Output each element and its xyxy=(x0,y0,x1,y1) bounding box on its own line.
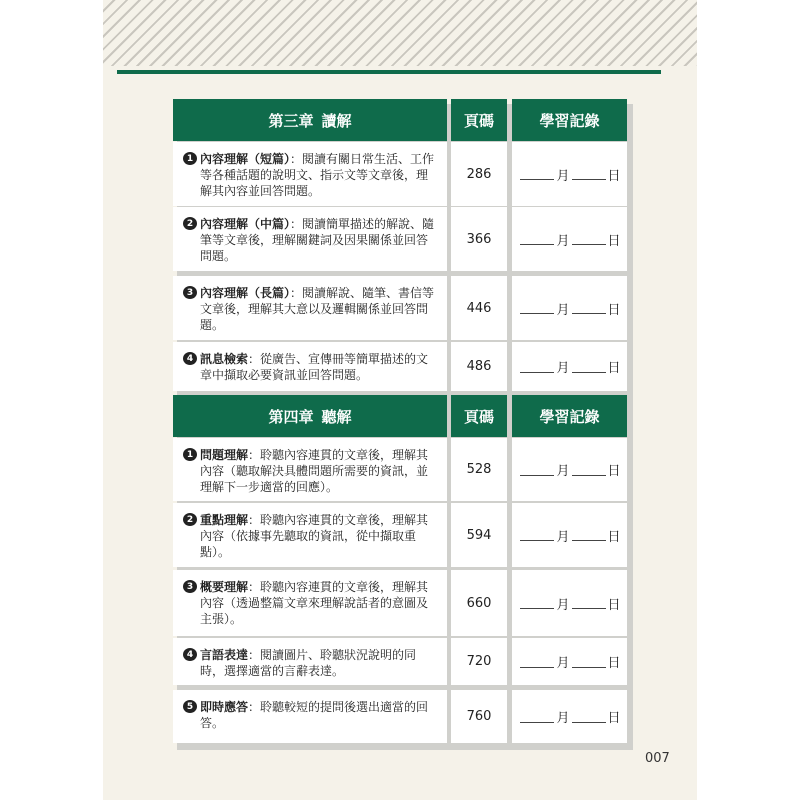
row-study-record[interactable] xyxy=(512,142,627,206)
item-number-badge: 1 xyxy=(183,448,197,461)
row-desc: 閱讀簡單描述的解說、隨筆等文章後，理解關鍵詞及因果關係並回答問題。 xyxy=(200,217,435,263)
row-title: 內容理解（中篇） xyxy=(200,217,291,231)
row-title: 訊息檢索 xyxy=(200,352,249,366)
month-blank[interactable] xyxy=(520,233,554,245)
item-number-badge: 1 xyxy=(183,152,197,165)
chapter-header-title xyxy=(173,395,447,437)
row-separator: ： xyxy=(290,217,303,231)
day-label: 日 xyxy=(607,529,621,545)
row-description xyxy=(173,342,447,391)
row-text xyxy=(200,579,437,636)
row-desc: 從廣告、宣傳冊等簡單描述的文章中擷取必要資訊並回答問題。 xyxy=(200,352,429,382)
row-text xyxy=(200,647,437,685)
month-blank[interactable] xyxy=(520,464,554,476)
hatched-header-band xyxy=(103,0,697,66)
day-blank[interactable] xyxy=(572,711,606,723)
day-blank[interactable] xyxy=(572,233,606,245)
row-page-number: 366 xyxy=(451,207,507,271)
row-study-record[interactable] xyxy=(512,690,627,743)
day-label: 日 xyxy=(607,656,621,671)
row-separator: ： xyxy=(248,580,261,594)
item-number-badge: 4 xyxy=(183,648,197,661)
row-title: 即時應答 xyxy=(200,700,249,714)
month-label: 月 xyxy=(556,656,570,671)
row-separator: ： xyxy=(248,513,261,527)
day-label: 日 xyxy=(607,597,621,613)
month-label: 月 xyxy=(556,302,570,318)
item-number-badge: 2 xyxy=(183,513,197,526)
row-description xyxy=(173,690,447,743)
day-blank[interactable] xyxy=(572,168,606,180)
row-separator: ： xyxy=(290,286,303,300)
row-page-number: 594 xyxy=(451,503,507,567)
row-description xyxy=(173,276,447,340)
item-number-badge: 5 xyxy=(183,700,197,713)
row-description xyxy=(173,503,447,567)
column-header-record: 學習記錄 xyxy=(512,99,627,141)
row-study-record[interactable] xyxy=(512,438,627,501)
month-label: 月 xyxy=(556,597,570,613)
day-blank[interactable] xyxy=(572,529,606,541)
chapter-name: 讀解 xyxy=(321,111,352,130)
row-title: 內容理解（長篇） xyxy=(200,286,291,300)
page-number: 007 xyxy=(645,751,670,766)
month-blank[interactable] xyxy=(520,168,554,180)
month-blank[interactable] xyxy=(520,711,554,723)
item-number-badge: 4 xyxy=(183,352,197,365)
row-text xyxy=(200,447,437,501)
row-page-number: 486 xyxy=(451,342,507,391)
row-description xyxy=(173,638,447,685)
month-blank[interactable] xyxy=(520,302,554,314)
month-blank[interactable] xyxy=(520,656,554,668)
row-text xyxy=(200,512,437,567)
row-title: 重點理解 xyxy=(200,513,249,527)
item-number-badge: 2 xyxy=(183,217,197,230)
day-blank[interactable] xyxy=(572,656,606,668)
item-number-badge: 3 xyxy=(183,286,197,299)
row-title: 問題理解 xyxy=(200,448,249,462)
row-desc: 閱讀解說、隨筆、書信等文章後，理解其大意以及邏輯關係並回答問題。 xyxy=(200,286,435,332)
row-title: 內容理解（短篇） xyxy=(200,152,291,166)
month-blank[interactable] xyxy=(520,361,554,373)
row-study-record[interactable] xyxy=(512,342,627,391)
header-rule xyxy=(117,70,661,74)
month-blank[interactable] xyxy=(520,597,554,609)
month-label: 月 xyxy=(556,529,570,545)
chapter-number: 第四章 xyxy=(268,407,314,426)
row-desc: 閱讀圖片、聆聽狀況說明的同時，選擇適當的言辭表達。 xyxy=(200,648,417,678)
day-label: 日 xyxy=(607,711,621,726)
row-description xyxy=(173,207,447,271)
item-number-badge: 3 xyxy=(183,580,197,593)
row-title: 概要理解 xyxy=(200,580,249,594)
month-blank[interactable] xyxy=(520,529,554,541)
column-header-page: 頁碼 xyxy=(451,99,507,141)
row-study-record[interactable] xyxy=(512,276,627,340)
chapter-header-title xyxy=(173,99,447,141)
row-separator: ： xyxy=(290,152,303,166)
day-label: 日 xyxy=(607,168,621,184)
month-label: 月 xyxy=(556,711,570,726)
row-title: 言語表達 xyxy=(200,648,249,662)
row-separator: ： xyxy=(248,352,261,366)
row-text xyxy=(200,351,437,391)
row-page-number: 286 xyxy=(451,142,507,206)
chapter-name: 聽解 xyxy=(321,407,352,426)
day-blank[interactable] xyxy=(572,464,606,476)
column-header-page: 頁碼 xyxy=(451,395,507,437)
row-page-number: 660 xyxy=(451,570,507,636)
row-study-record[interactable] xyxy=(512,503,627,567)
row-page-number: 760 xyxy=(451,690,507,743)
day-blank[interactable] xyxy=(572,597,606,609)
row-desc: 聆聽內容連貫的文章後，理解其內容（聽取解決具體問題所需要的資訊，並理解下一步適當的回應）。 xyxy=(200,448,429,494)
row-page-number: 720 xyxy=(451,638,507,685)
month-label: 月 xyxy=(556,233,570,249)
row-desc: 聆聽內容連貫的文章後，理解其內容（透過整篇文章來理解說話者的意圖及主張）。 xyxy=(200,580,429,626)
day-label: 日 xyxy=(607,361,621,376)
month-label: 月 xyxy=(556,168,570,184)
day-blank[interactable] xyxy=(572,361,606,373)
row-study-record[interactable] xyxy=(512,638,627,685)
row-separator: ： xyxy=(248,700,261,714)
day-blank[interactable] xyxy=(572,302,606,314)
row-desc: 聆聽內容連貫的文章後，理解其內容（依據事先聽取的資訊，從中擷取重點）。 xyxy=(200,513,429,559)
row-desc: 聆聽較短的提問後選出適當的回答。 xyxy=(200,700,429,730)
row-description xyxy=(173,142,447,206)
row-description xyxy=(173,438,447,501)
day-label: 日 xyxy=(607,464,621,479)
row-desc: 閱讀有關日常生活、工作等各種話題的說明文、指示文等文章後，理解其內容並回答問題。 xyxy=(200,152,435,198)
row-text xyxy=(200,216,437,271)
row-page-number: 446 xyxy=(451,276,507,340)
row-study-record[interactable] xyxy=(512,570,627,636)
month-label: 月 xyxy=(556,361,570,376)
row-page-number: 528 xyxy=(451,438,507,501)
day-label: 日 xyxy=(607,302,621,318)
row-text xyxy=(200,151,437,206)
row-description xyxy=(173,570,447,636)
row-separator: ： xyxy=(248,448,261,462)
row-text xyxy=(200,285,437,340)
chapter-number: 第三章 xyxy=(268,111,314,130)
row-study-record[interactable] xyxy=(512,207,627,271)
row-text xyxy=(200,699,437,743)
row-separator: ： xyxy=(248,648,261,662)
column-header-record: 學習記錄 xyxy=(512,395,627,437)
day-label: 日 xyxy=(607,233,621,249)
month-label: 月 xyxy=(556,464,570,479)
